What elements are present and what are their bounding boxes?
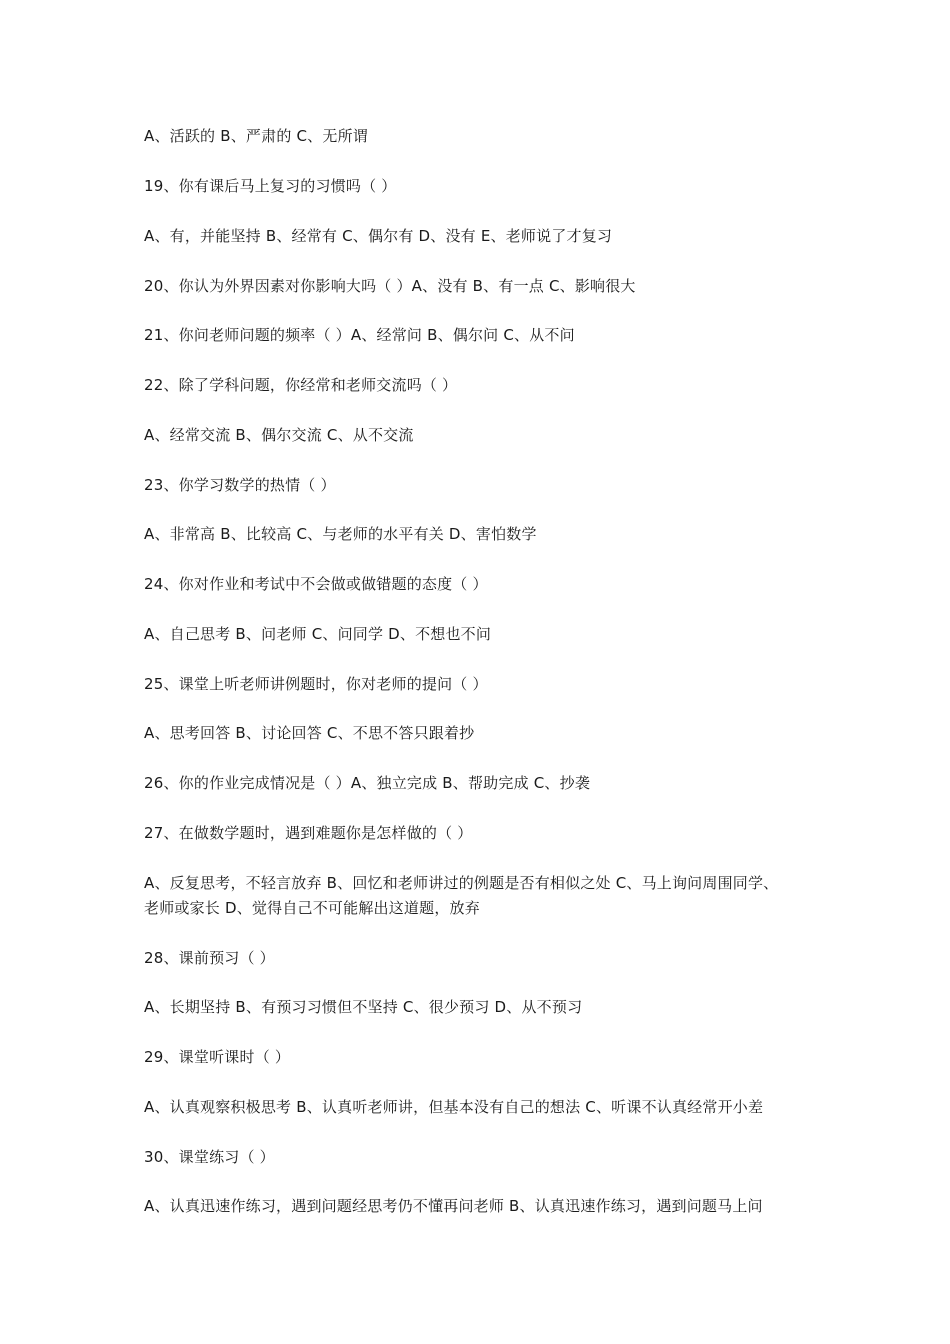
option-line-22: A、经常交流 B、偶尔交流 C、从不交流 — [144, 426, 414, 444]
option-line-25: A、思考回答 B、讨论回答 C、不思不答只跟着抄 — [144, 724, 475, 742]
option-line-24: A、自己思考 B、问老师 C、问同学 D、不想也不问 — [144, 625, 492, 643]
option-line-27-a: A、反复思考，不轻言放弃 B、回忆和老师讲过的例题是否有相似之处 C、马上询问周围同学、 — [144, 874, 779, 892]
question-29: 29、课堂听课时（ ） — [144, 1048, 291, 1066]
question-30: 30、课堂练习（ ） — [144, 1148, 275, 1166]
question-28: 28、课前预习（ ） — [144, 949, 275, 967]
option-line-19: A、有，并能坚持 B、经常有 C、偶尔有 D、没有 E、老师说了才复习 — [144, 227, 613, 245]
question-25: 25、课堂上听老师讲例题时，你对老师的提问（ ） — [144, 675, 488, 693]
question-26: 26、你的作业完成情况是（ ）A、独立完成 B、帮助完成 C、抄袭 — [144, 774, 591, 792]
question-24: 24、你对作业和考试中不会做或做错题的态度（ ） — [144, 575, 488, 593]
question-22: 22、除了学科问题，你经常和老师交流吗（ ） — [144, 376, 458, 394]
question-23: 23、你学习数学的热情（ ） — [144, 476, 336, 494]
option-line-18: A、活跃的 B、严肃的 C、无所谓 — [144, 127, 368, 145]
option-line-23: A、非常高 B、比较高 C、与老师的水平有关 D、害怕数学 — [144, 525, 537, 543]
question-19: 19、你有课后马上复习的习惯吗（ ） — [144, 177, 397, 195]
option-line-30: A、认真迅速作练习，遇到问题经思考仍不懂再问老师 B、认真迅速作练习，遇到问题马上问 — [144, 1197, 763, 1215]
question-27: 27、在做数学题时，遇到难题你是怎样做的（ ） — [144, 824, 473, 842]
option-line-27-b: 老师或家长 D、觉得自己不可能解出这道题，放弃 — [144, 899, 480, 917]
option-line-29: A、认真观察积极思考 B、认真听老师讲，但基本没有自己的想法 C、听课不认真经常开小差 — [144, 1098, 764, 1116]
question-21: 21、你问老师问题的频率（ ）A、经常问 B、偶尔问 C、从不问 — [144, 326, 575, 344]
option-line-28: A、长期坚持 B、有预习习惯但不坚持 C、很少预习 D、从不预习 — [144, 998, 583, 1016]
question-20: 20、你认为外界因素对你影响大吗（ ）A、没有 B、有一点 C、影响很大 — [144, 277, 636, 295]
